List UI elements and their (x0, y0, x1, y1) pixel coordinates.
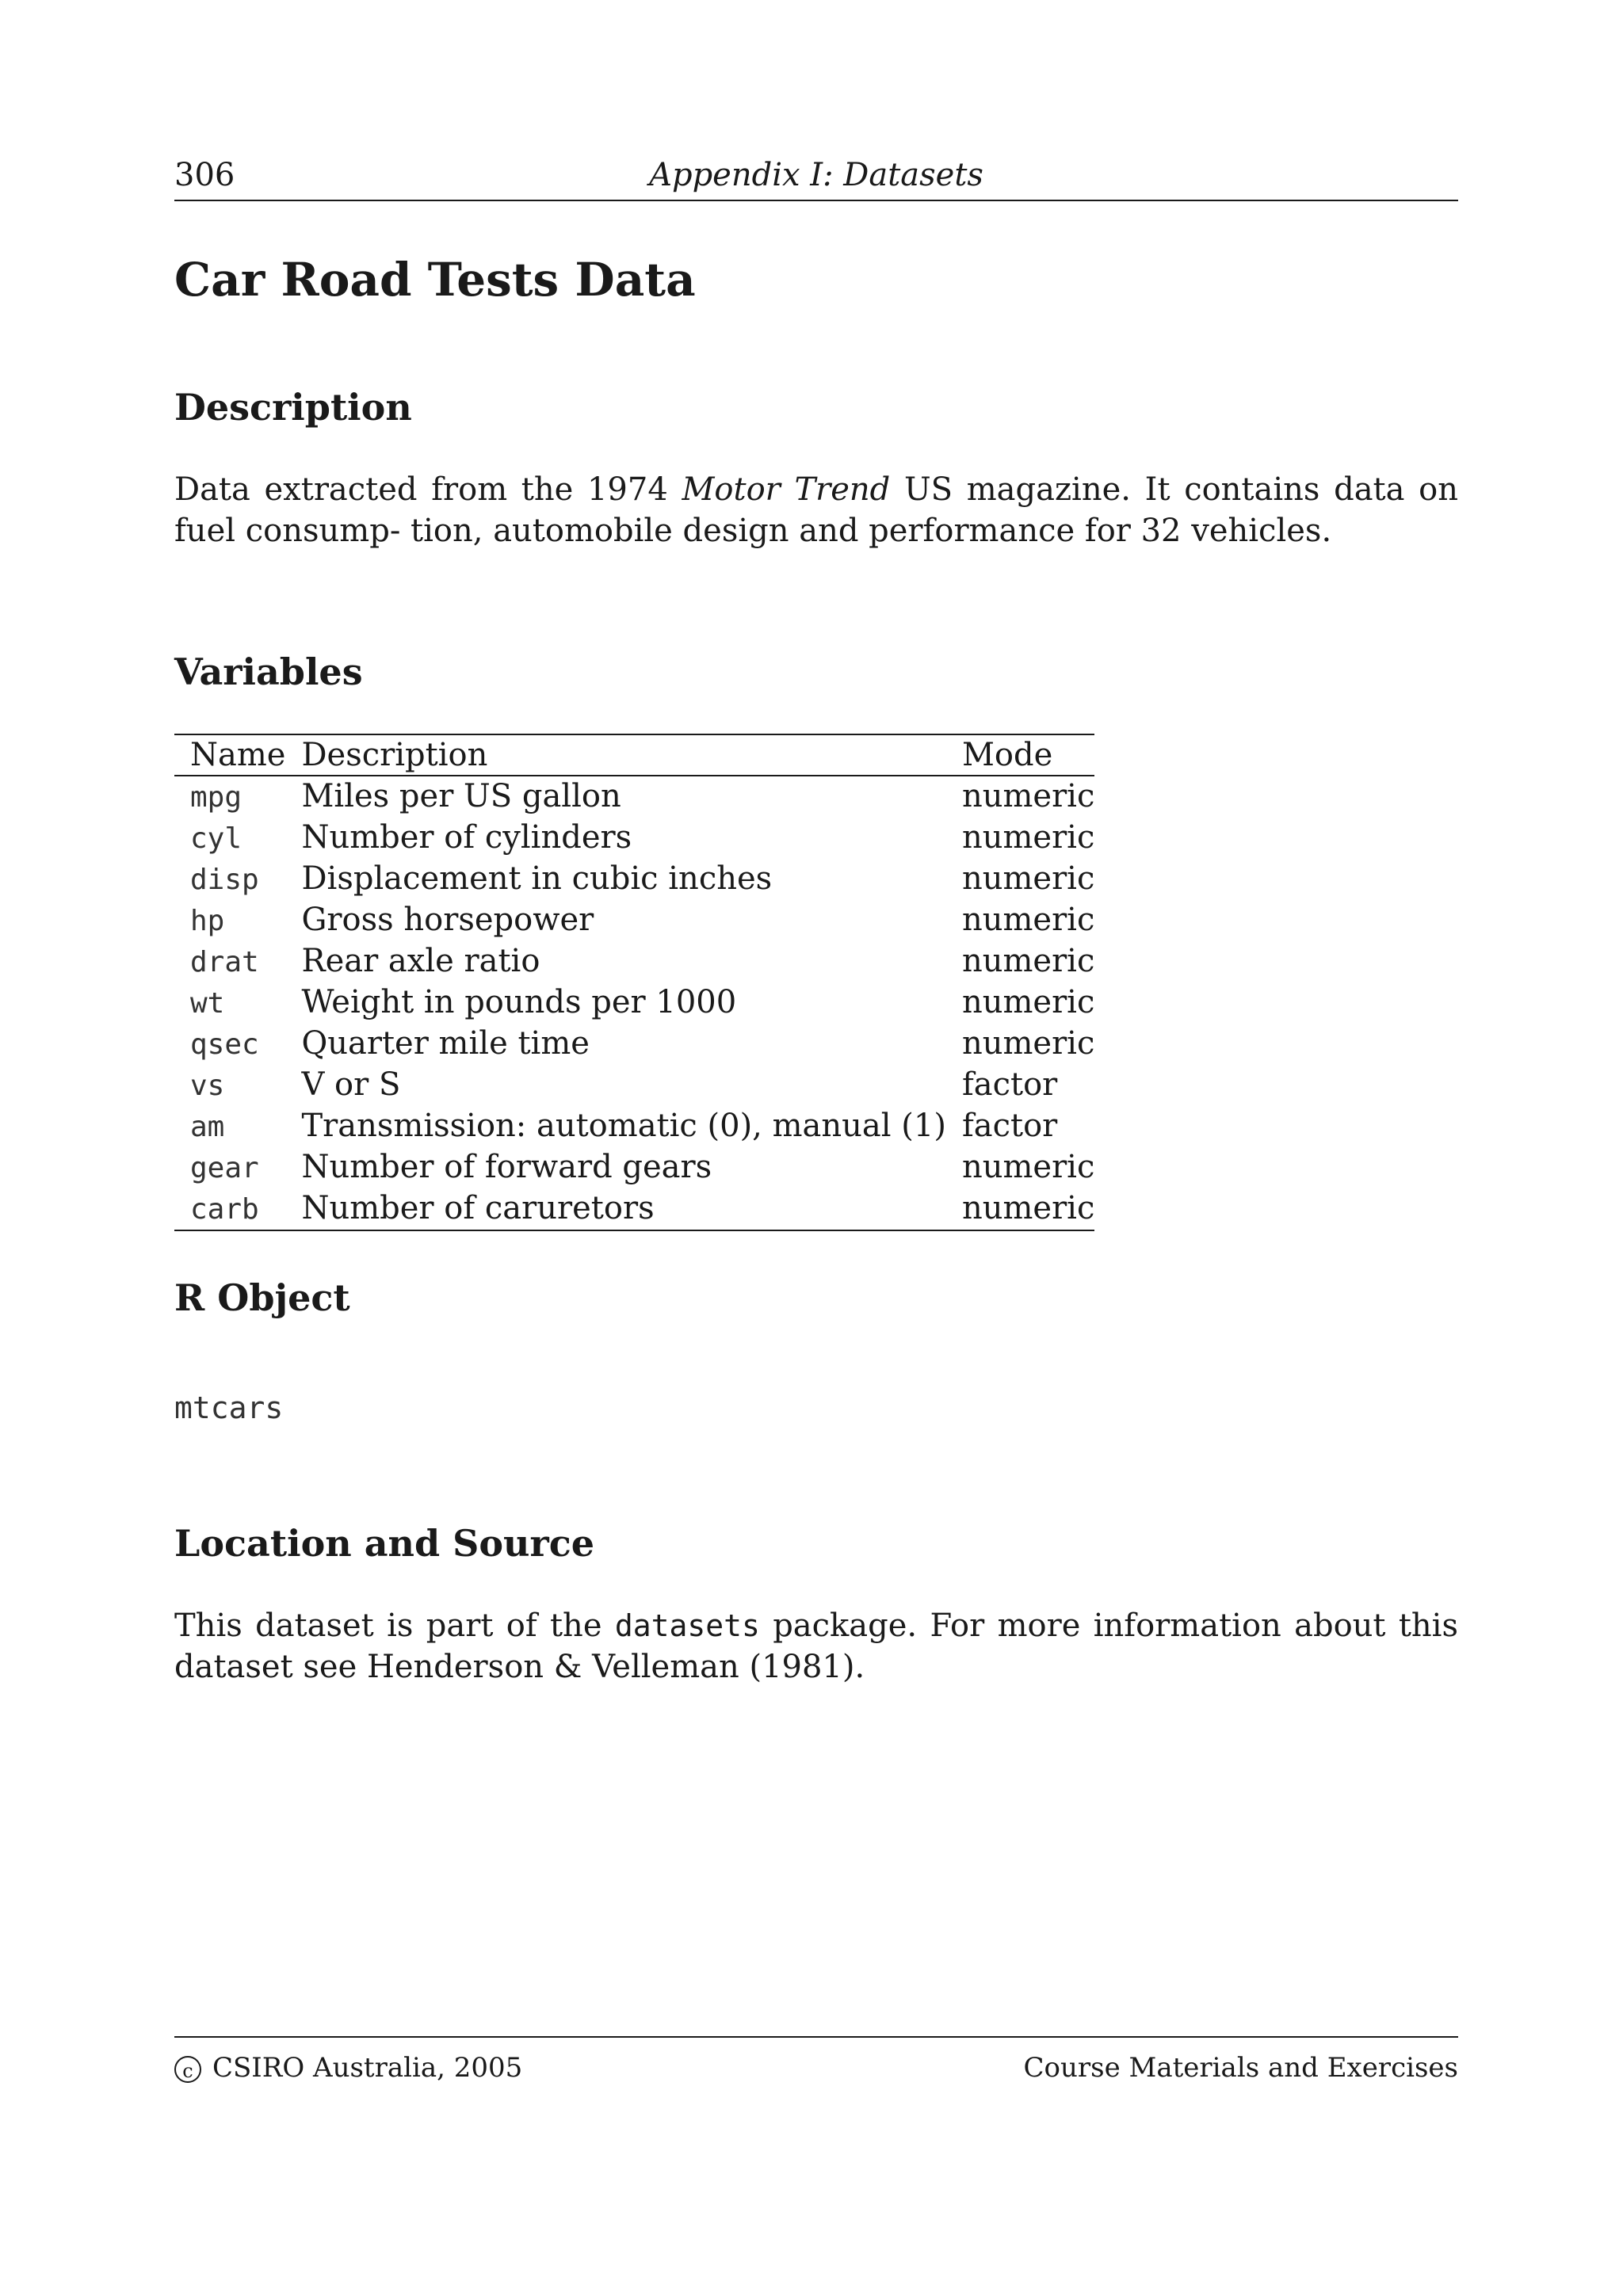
variable-mode: numeric (961, 902, 1095, 938)
variable-mode: factor (961, 1066, 1058, 1103)
location-paragraph (174, 1605, 1458, 1688)
table-row (174, 1024, 1094, 1065)
variable-description: Number of caruretors (301, 1190, 655, 1226)
variable-name: gear (190, 1152, 259, 1184)
footer-left-text: CSIRO Australia, 2005 (212, 2052, 523, 2084)
table-row (174, 1106, 1094, 1147)
description-italic-title: Motor Trend (682, 471, 891, 508)
variable-name: carb (190, 1193, 259, 1226)
r-object-heading: R Object (174, 1276, 350, 1319)
variable-name: am (190, 1111, 225, 1143)
table-row (174, 859, 1094, 900)
table-row (174, 982, 1094, 1024)
location-text-end: package. For more information about this dataset see Henderson & Velleman (1981). (174, 1608, 1459, 1685)
variable-mode: numeric (961, 1025, 1095, 1062)
column-header-description: Description (301, 737, 488, 773)
variable-mode: numeric (961, 819, 1095, 856)
variable-mode: numeric (961, 1190, 1095, 1226)
page-title: Car Road Tests Data (174, 253, 696, 307)
page-header (174, 155, 1458, 201)
table-row (174, 1065, 1094, 1106)
document-page (174, 0, 1458, 2296)
variables-heading: Variables (174, 650, 363, 693)
variable-mode: numeric (961, 860, 1095, 897)
variable-description: Quarter mile time (301, 1025, 590, 1062)
table-header-row (174, 734, 1094, 776)
variable-mode: numeric (961, 778, 1095, 814)
variable-name: vs (190, 1070, 225, 1102)
table-row (174, 818, 1094, 859)
column-header-mode: Mode (961, 737, 1053, 773)
variable-description: Rear axle ratio (301, 943, 540, 979)
copyright-icon: c (174, 2056, 201, 2083)
variable-mode: numeric (961, 943, 1095, 979)
description-paragraph (174, 469, 1458, 551)
table-row (174, 776, 1094, 818)
variable-mode: factor (961, 1108, 1058, 1144)
footer-right-text: Course Materials and Exercises (1023, 2052, 1458, 2084)
variable-name: disp (190, 864, 259, 896)
variable-description: Number of cylinders (301, 819, 632, 856)
variable-name: mpg (190, 781, 242, 814)
variable-description: Gross horsepower (301, 902, 594, 938)
running-head: Appendix I: Datasets (649, 157, 983, 193)
variable-name: wt (190, 987, 225, 1020)
location-heading: Location and Source (174, 1522, 594, 1565)
variable-name: hp (190, 905, 225, 937)
variable-description: Weight in pounds per 1000 (301, 984, 737, 1020)
description-heading: Description (174, 386, 412, 429)
variable-name: qsec (190, 1028, 259, 1061)
footer-copyright (174, 2050, 522, 2085)
variable-description: Transmission: automatic (0), manual (1) (301, 1108, 946, 1144)
location-text-start: This dataset is part of the (174, 1608, 615, 1644)
page-number: 306 (174, 157, 235, 193)
variable-mode: numeric (961, 984, 1095, 1020)
variables-table (174, 734, 1094, 1231)
variable-name: cyl (190, 822, 242, 855)
r-object-name: mtcars (174, 1390, 284, 1425)
description-text-end: US magazine. It contains data on fuel consump- tion, automobile design and performance for 32 vehicles. (174, 471, 1458, 549)
variable-description: Displacement in cubic inches (301, 860, 773, 897)
variable-description: Miles per US gallon (301, 778, 621, 814)
variable-name: drat (190, 946, 259, 978)
description-text-start: Data extracted from the 1974 (174, 471, 682, 508)
variable-description: V or S (301, 1066, 401, 1103)
variable-mode: numeric (961, 1149, 1095, 1185)
table-row (174, 941, 1094, 982)
table-row (174, 1188, 1094, 1230)
table-row (174, 1147, 1094, 1188)
table-row (174, 900, 1094, 941)
variable-description: Number of forward gears (301, 1149, 712, 1185)
package-name: datasets (614, 1608, 760, 1643)
column-header-name: Name (190, 737, 286, 773)
page-footer (174, 2036, 1458, 2093)
